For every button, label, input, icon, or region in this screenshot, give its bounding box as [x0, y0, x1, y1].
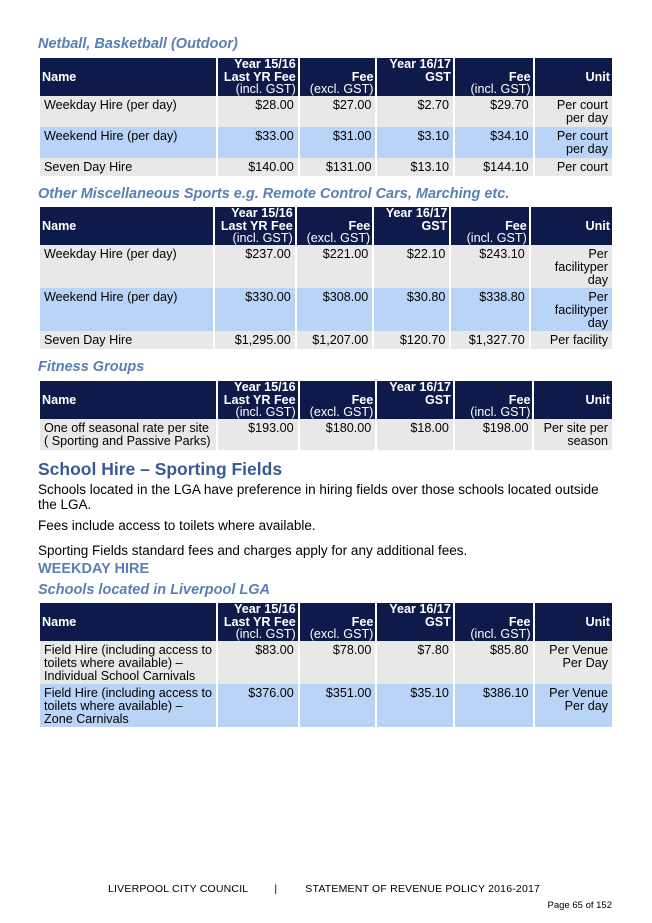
header-fee-excl: Fee (excl. GST) — [300, 603, 376, 641]
header-gst: Year 16/17 GST — [377, 58, 453, 96]
footer-doc-title: STATEMENT OF REVENUE POLICY 2016-2017 — [305, 883, 541, 895]
row-unit: Per court per day — [535, 127, 612, 158]
row-last-fee: $330.00 — [215, 288, 294, 331]
row-fee-incl: $198.00 — [455, 419, 533, 450]
row-last-fee: $376.00 — [218, 684, 298, 727]
fee-table-misc-sports — [38, 207, 614, 349]
row-name: Weekday Hire (per day) — [40, 245, 213, 288]
header-unit: Unit — [534, 381, 612, 419]
row-fee-incl: $34.10 — [455, 127, 533, 158]
row-unit: Per court per day — [535, 96, 612, 127]
header-gst: Year 16/17 GST — [377, 381, 453, 419]
page-footer — [108, 883, 540, 895]
table-header — [40, 381, 612, 419]
header-last-yr: Year 15/16 Last YR Fee (incl. GST) — [218, 381, 298, 419]
fee-table-schools-lga — [38, 603, 614, 727]
header-last-yr: Year 15/16 Last YR Fee (incl. GST) — [218, 603, 298, 641]
row-unit: Per Venue Per Day — [535, 641, 612, 684]
row-gst: $22.10 — [374, 245, 449, 288]
school-hire-para-1: Schools located in the LGA have preference in hiring fields over those schools located outside the LGA. — [38, 482, 599, 512]
header-name: Name — [40, 207, 213, 245]
header-gst: Year 16/17 GST — [374, 207, 449, 245]
row-fee-excl: $1,207.00 — [297, 331, 373, 349]
table-row — [40, 158, 612, 176]
row-gst: $13.10 — [377, 158, 453, 176]
weekday-hire-heading: WEEKDAY HIRE — [38, 561, 150, 577]
table-row — [40, 419, 612, 450]
header-fee-incl: Fee (incl. GST) — [455, 603, 533, 641]
header-gst: Year 16/17 GST — [377, 603, 453, 641]
row-fee-excl: $27.00 — [300, 96, 376, 127]
row-last-fee: $33.00 — [218, 127, 298, 158]
table-header — [40, 603, 612, 641]
row-name: Weekend Hire (per day) — [40, 288, 213, 331]
table-row — [40, 684, 612, 727]
row-gst: $2.70 — [377, 96, 453, 127]
section-title-netball: Netball, Basketball (Outdoor) — [38, 36, 238, 52]
row-unit: Per site per season — [534, 419, 612, 450]
header-fee-excl: Fee (excl. GST) — [300, 381, 376, 419]
header-name: Name — [40, 58, 216, 96]
table-row — [40, 96, 612, 127]
row-unit: Per facility — [531, 331, 612, 349]
row-fee-excl: $308.00 — [297, 288, 373, 331]
row-fee-incl: $144.10 — [455, 158, 533, 176]
row-gst: $3.10 — [377, 127, 453, 158]
row-name: Weekend Hire (per day) — [40, 127, 216, 158]
row-name: Seven Day Hire — [40, 158, 216, 176]
row-unit: Per Venue Per day — [535, 684, 612, 727]
row-gst: $18.00 — [377, 419, 453, 450]
row-gst: $120.70 — [374, 331, 449, 349]
table-row — [40, 127, 612, 158]
row-fee-incl: $85.80 — [455, 641, 533, 684]
row-fee-incl: $29.70 — [455, 96, 533, 127]
table-row — [40, 331, 612, 349]
row-fee-excl: $180.00 — [300, 419, 376, 450]
header-unit: Unit — [531, 207, 612, 245]
row-fee-incl: $243.10 — [451, 245, 528, 288]
table-row — [40, 288, 612, 331]
section-title-fitness-groups: Fitness Groups — [38, 359, 145, 375]
table-row — [40, 641, 612, 684]
row-last-fee: $83.00 — [218, 641, 298, 684]
row-fee-excl: $31.00 — [300, 127, 376, 158]
row-name: Weekday Hire (per day) — [40, 96, 216, 127]
row-fee-incl: $386.10 — [455, 684, 533, 727]
footer-org: LIVERPOOL CITY COUNCIL — [108, 883, 249, 895]
table-header — [40, 58, 612, 96]
row-name: Field Hire (including access to toilets where available) – Zone Carnivals — [40, 684, 216, 727]
row-gst: $30.80 — [374, 288, 449, 331]
school-hire-heading: School Hire – Sporting Fields — [38, 459, 283, 479]
row-fee-excl: $221.00 — [297, 245, 373, 288]
header-fee-incl: Fee (incl. GST) — [451, 207, 528, 245]
row-fee-incl: $338.80 — [451, 288, 528, 331]
header-name: Name — [40, 603, 216, 641]
table-row — [40, 245, 612, 288]
header-last-yr: Year 15/16 Last YR Fee (incl. GST) — [218, 58, 298, 96]
row-gst: $7.80 — [377, 641, 453, 684]
row-last-fee: $28.00 — [218, 96, 298, 127]
school-hire-para-3: Sporting Fields standard fees and charges apply for any additional fees. — [38, 543, 468, 558]
header-unit: Unit — [535, 58, 612, 96]
page-number: Page 65 of 152 — [547, 900, 612, 911]
header-fee-incl: Fee (incl. GST) — [455, 58, 533, 96]
row-fee-excl: $131.00 — [300, 158, 376, 176]
school-hire-para-2: Fees include access to toilets where available. — [38, 518, 316, 533]
row-name: One off seasonal rate per site ( Sporting and Passive Parks) — [40, 419, 216, 450]
fee-table-fitness-groups — [38, 381, 614, 450]
table-header — [40, 207, 612, 245]
footer-separator: | — [274, 883, 278, 895]
fee-table-netball — [38, 58, 614, 176]
row-last-fee: $237.00 — [215, 245, 294, 288]
row-unit: Per facilityper day — [531, 245, 612, 288]
row-last-fee: $140.00 — [218, 158, 298, 176]
section-title-misc-sports: Other Miscellaneous Sports e.g. Remote Control Cars, Marching etc. — [38, 186, 510, 202]
header-name: Name — [40, 381, 216, 419]
header-unit: Unit — [535, 603, 612, 641]
row-fee-incl: $1,327.70 — [451, 331, 528, 349]
row-fee-excl: $351.00 — [300, 684, 376, 727]
row-unit: Per court — [535, 158, 612, 176]
row-name: Field Hire (including access to toilets where available) – Individual School Carnivals — [40, 641, 216, 684]
row-fee-excl: $78.00 — [300, 641, 376, 684]
row-last-fee: $1,295.00 — [215, 331, 294, 349]
row-gst: $35.10 — [377, 684, 453, 727]
row-name: Seven Day Hire — [40, 331, 213, 349]
header-last-yr: Year 15/16 Last YR Fee (incl. GST) — [215, 207, 294, 245]
header-fee-excl: Fee (excl. GST) — [300, 58, 376, 96]
row-unit: Per facilityper day — [531, 288, 612, 331]
section-title-schools-lga: Schools located in Liverpool LGA — [38, 582, 271, 598]
header-fee-incl: Fee (incl. GST) — [455, 381, 533, 419]
row-last-fee: $193.00 — [218, 419, 298, 450]
header-fee-excl: Fee (excl. GST) — [297, 207, 373, 245]
